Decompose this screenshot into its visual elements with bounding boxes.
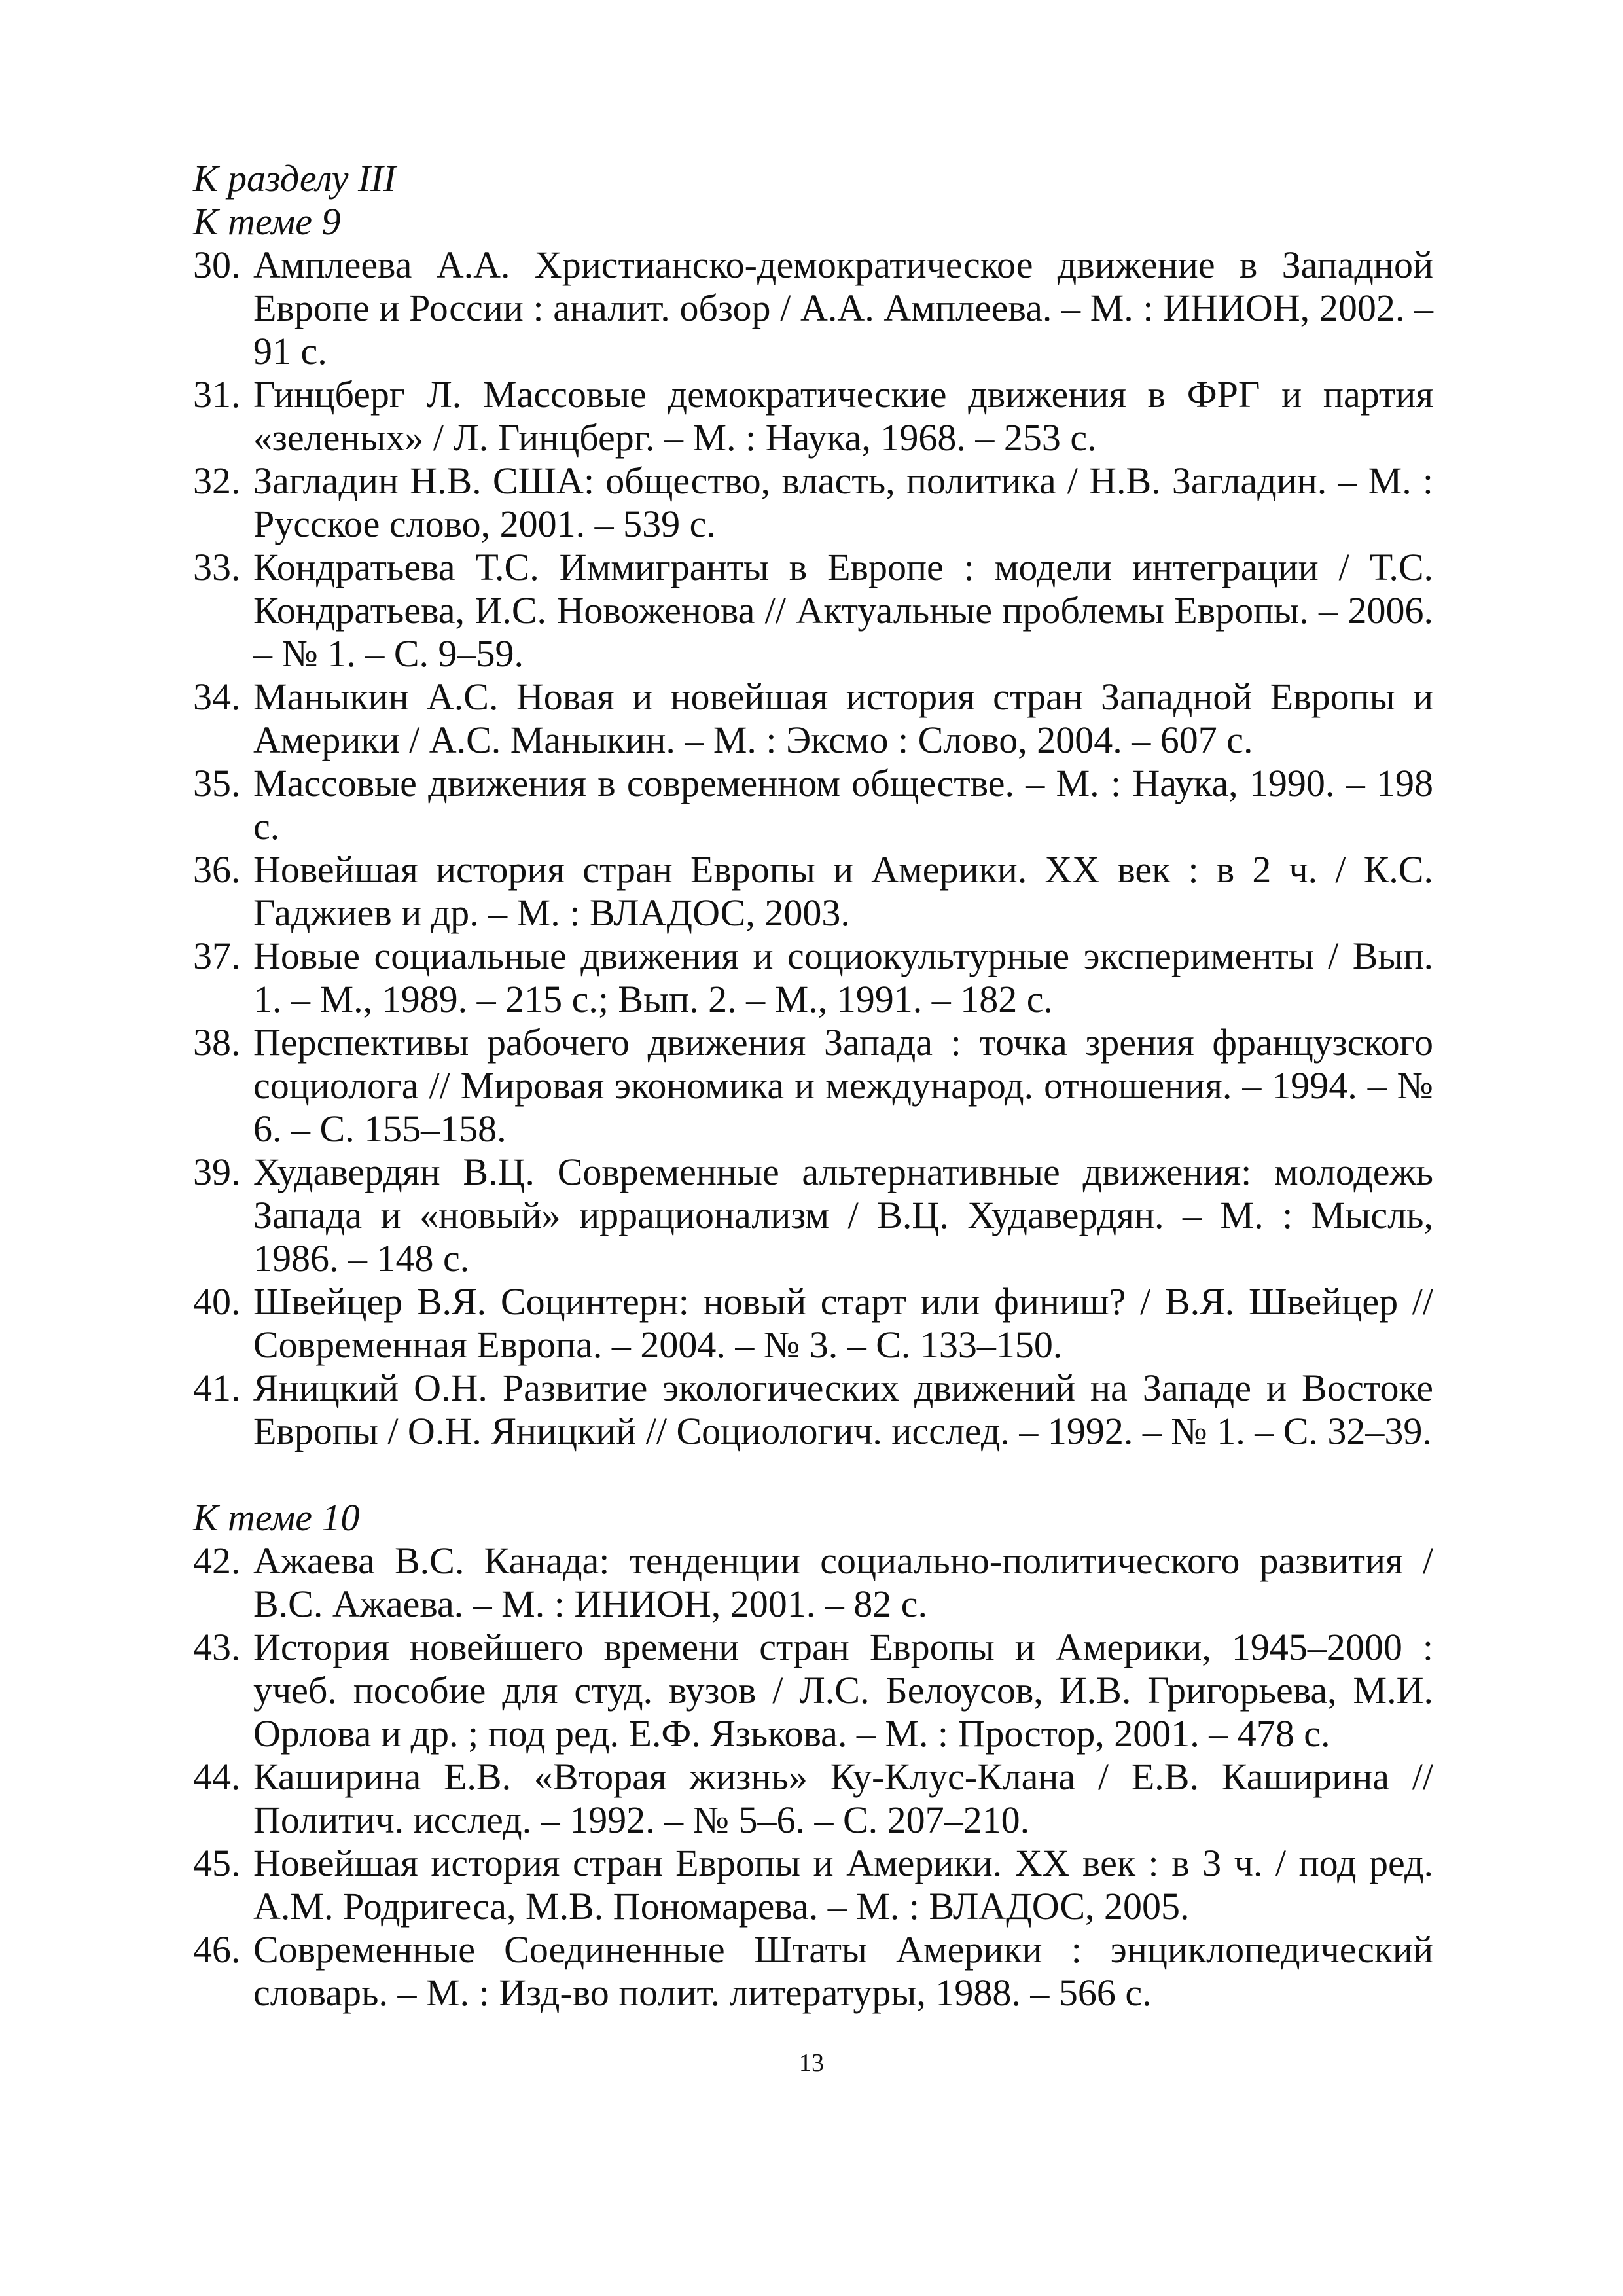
bib-entry-35 bbox=[193, 762, 1433, 848]
bib-entry-number: 33. bbox=[193, 546, 241, 588]
bib-entry-number: 37. bbox=[193, 935, 241, 977]
bib-entry-text: Массовые движения в современном обществе. – М. : Наука, 1990. – 198 с. bbox=[253, 762, 1433, 848]
bib-entry-text: Новейшая история стран Европы и Америки. XX век : в 2 ч. / К.С. Гаджиев и др. – М. : ВЛАДОС, 2003. bbox=[253, 848, 1433, 934]
bib-entry-number: 40. bbox=[193, 1280, 241, 1323]
bib-entry-text: Худавердян В.Ц. Современные альтернативные движения: молодежь Запада и «новый» иррационализм / В.Ц. Худавердян. – М. : Мысль, 1986. – 148 с. bbox=[253, 1151, 1433, 1280]
bib-entry-42 bbox=[193, 1539, 1433, 1626]
bib-entry-39 bbox=[193, 1151, 1433, 1280]
bib-entry-number: 30. bbox=[193, 243, 241, 286]
bib-entry-number: 34. bbox=[193, 675, 241, 718]
bib-entry-37 bbox=[193, 935, 1433, 1021]
bib-entry-number: 36. bbox=[193, 848, 241, 891]
bib-entry-text: Кондратьева Т.С. Иммигранты в Европе : модели интеграции / Т.С. Кондратьева, И.С. Новоженова // Актуальные проблемы Европы. – 2006. – № 1. – С. 9–59. bbox=[253, 546, 1433, 675]
bib-entry-text: Загладин Н.В. США: общество, власть, политика / Н.В. Загладин. – М. : Русское слово, 2001. – 539 с. bbox=[253, 459, 1433, 545]
bib-entry-number: 46. bbox=[193, 1928, 241, 1971]
bib-entry-34 bbox=[193, 675, 1433, 762]
topic-heading-9: К теме 9 bbox=[193, 200, 341, 243]
bib-entry-text: Швейцер В.Я. Социнтерн: новый старт или финиш? / В.Я. Швейцер // Современная Европа. – 2004. – № 3. – С. 133–150. bbox=[253, 1280, 1433, 1366]
bib-entry-45 bbox=[193, 1842, 1433, 1928]
bibliography-list-topic-9 bbox=[193, 243, 1433, 1453]
bib-entry-33 bbox=[193, 546, 1433, 675]
bib-entry-31 bbox=[193, 373, 1433, 459]
bib-entry-number: 44. bbox=[193, 1755, 241, 1798]
bibliography-list-topic-10 bbox=[193, 1539, 1433, 2015]
bib-entry-text: Яницкий О.Н. Развитие экологических движений на Западе и Востоке Европы / О.Н. Яницкий // Социологич. исслед. – 1992. – № 1. – С. 32–39. bbox=[253, 1367, 1433, 1452]
bib-entry-number: 32. bbox=[193, 459, 241, 502]
bib-entry-text: История новейшего времени стран Европы и Америки, 1945–2000 : учеб. пособие для студ. вузов / Л.С. Белоусов, И.В. Григорьева, М.И. Орлова и др. ; под ред. Е.Ф. Язькова. – М. : Простор, 2001. – 478 с. bbox=[253, 1626, 1433, 1755]
bib-entry-number: 41. bbox=[193, 1367, 241, 1409]
bib-entry-32 bbox=[193, 459, 1433, 546]
bib-entry-41 bbox=[193, 1367, 1433, 1453]
bib-entry-text: Современные Соединенные Штаты Америки : энциклопедический словарь. – М. : Изд-во полит. литературы, 1988. – 566 с. bbox=[253, 1928, 1433, 2014]
bib-entry-text: Новые социальные движения и социокультурные эксперименты / Вып. 1. – М., 1989. – 215 с.; Вып. 2. – М., 1991. – 182 с. bbox=[253, 935, 1433, 1020]
bib-entry-number: 31. bbox=[193, 373, 241, 416]
bib-entry-number: 39. bbox=[193, 1151, 241, 1193]
bib-entry-text: Новейшая история стран Европы и Америки. XX век : в 3 ч. / под ред. А.М. Родригеса, М.В. Пономарева. – М. : ВЛАДОС, 2005. bbox=[253, 1842, 1433, 1928]
section-heading: К разделу III bbox=[193, 157, 396, 200]
bib-entry-number: 42. bbox=[193, 1539, 241, 1582]
bib-entry-text: Перспективы рабочего движения Запада : точка зрения французского социолога // Мировая экономика и международ. отношения. – 1994. – № 6. – С. 155–158. bbox=[253, 1021, 1433, 1150]
topic-heading-10: К теме 10 bbox=[193, 1496, 360, 1539]
bib-entry-number: 43. bbox=[193, 1626, 241, 1668]
bib-entry-text: Гинцберг Л. Массовые демократические движения в ФРГ и партия «зеленых» / Л. Гинцберг. – М. : Наука, 1968. – 253 с. bbox=[253, 373, 1433, 459]
bib-entry-text: Амплеева А.А. Христианско-демократическое движение в Западной Европе и России : аналит. обзор / А.А. Амплеева. – М. : ИНИОН, 2002. – 91 с. bbox=[253, 243, 1433, 372]
bib-entry-text: Маныкин А.С. Новая и новейшая история стран Западной Европы и Америки / А.С. Маныкин. – М. : Эксмо : Слово, 2004. – 607 с. bbox=[253, 675, 1433, 761]
bib-entry-number: 38. bbox=[193, 1021, 241, 1064]
bib-entry-text: Ажаева В.С. Канада: тенденции социально-политического развития / В.С. Ажаева. – М. : ИНИОН, 2001. – 82 с. bbox=[253, 1539, 1433, 1625]
bib-entry-40 bbox=[193, 1280, 1433, 1367]
bib-entry-38 bbox=[193, 1021, 1433, 1151]
bib-entry-text: Каширина Е.В. «Вторая жизнь» Ку-Клус-Клана / Е.В. Каширина // Политич. исслед. – 1992. – № 5–6. – С. 207–210. bbox=[253, 1755, 1433, 1841]
bib-entry-number: 45. bbox=[193, 1842, 241, 1884]
bib-entry-43 bbox=[193, 1626, 1433, 1755]
bib-entry-46 bbox=[193, 1928, 1433, 2015]
page-number: 13 bbox=[799, 2049, 824, 2077]
bib-entry-36 bbox=[193, 848, 1433, 935]
bib-entry-44 bbox=[193, 1755, 1433, 1842]
bib-entry-30 bbox=[193, 243, 1433, 373]
bib-entry-number: 35. bbox=[193, 762, 241, 804]
page-content bbox=[193, 157, 1433, 2015]
